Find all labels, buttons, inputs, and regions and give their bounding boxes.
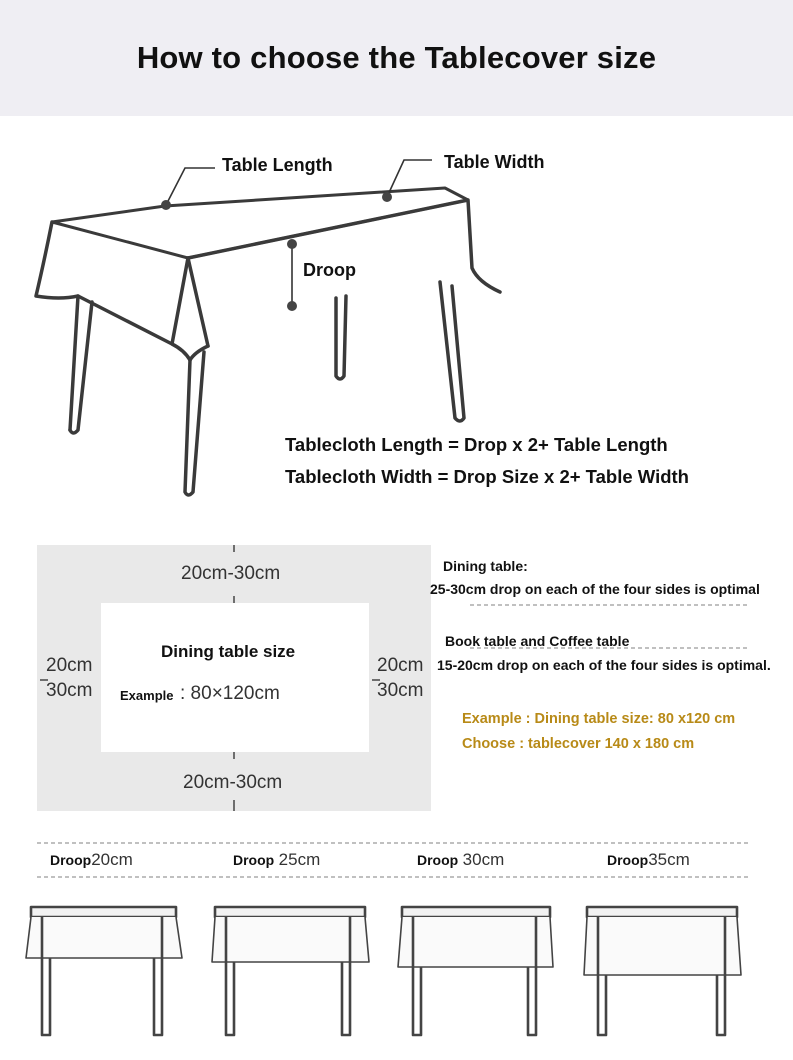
- dining-note-title: Dining table:: [443, 558, 528, 574]
- left-range-bottom: 30cm: [46, 680, 93, 701]
- example-label: Example: [120, 688, 174, 703]
- droop-label-25: Droop: [233, 852, 275, 868]
- example-value: : 80×120cm: [180, 683, 280, 704]
- top-range: 20cm-30cm: [181, 563, 281, 584]
- dining-note-text: 25-30cm drop on each of the four sides is optimal: [430, 581, 760, 597]
- droop-value-20: 20cm: [91, 850, 133, 869]
- droop-label-35: Droop: [607, 852, 649, 868]
- droop-item-30: [417, 850, 504, 870]
- droop-item-25: [233, 850, 320, 870]
- droop-item-35: [607, 850, 690, 870]
- droop-value-30: 30cm: [462, 850, 505, 869]
- droop-value-25: 25cm: [278, 850, 321, 869]
- left-range-top: 20cm: [46, 655, 93, 676]
- right-range-bottom: 30cm: [377, 680, 424, 701]
- droop-table-20: [26, 907, 182, 1035]
- bottom-range: 20cm-30cm: [183, 772, 283, 793]
- table-width-label: Table Width: [444, 152, 545, 172]
- page-title: How to choose the Tablecover size: [136, 40, 657, 75]
- droop-table-25: [212, 907, 369, 1035]
- example-line: Example : Dining table size: 80 x120 cm: [462, 711, 736, 727]
- droop-table-30: [398, 907, 553, 1035]
- book-note-title: Book table and Coffee table: [445, 633, 630, 649]
- dining-size-title: Dining table size: [161, 642, 296, 661]
- droop-label: Droop: [303, 260, 356, 280]
- droop-value-35: 35cm: [648, 850, 690, 869]
- droop-label-20: Droop: [50, 852, 92, 868]
- table-length-label: Table Length: [222, 155, 333, 175]
- formula-length: Tablecloth Length = Drop x 2+ Table Length: [285, 434, 668, 455]
- droop-table-35: [584, 907, 741, 1035]
- droop-label-30: Droop: [417, 852, 459, 868]
- choose-line: Choose : tablecover 140 x 180 cm: [462, 736, 695, 752]
- formula-width: Tablecloth Width = Drop Size x 2+ Table Width: [285, 466, 689, 487]
- right-range-top: 20cm: [377, 655, 424, 676]
- droop-item-20: [50, 850, 133, 870]
- book-note-text: 15-20cm drop on each of the four sides is optimal.: [437, 657, 771, 673]
